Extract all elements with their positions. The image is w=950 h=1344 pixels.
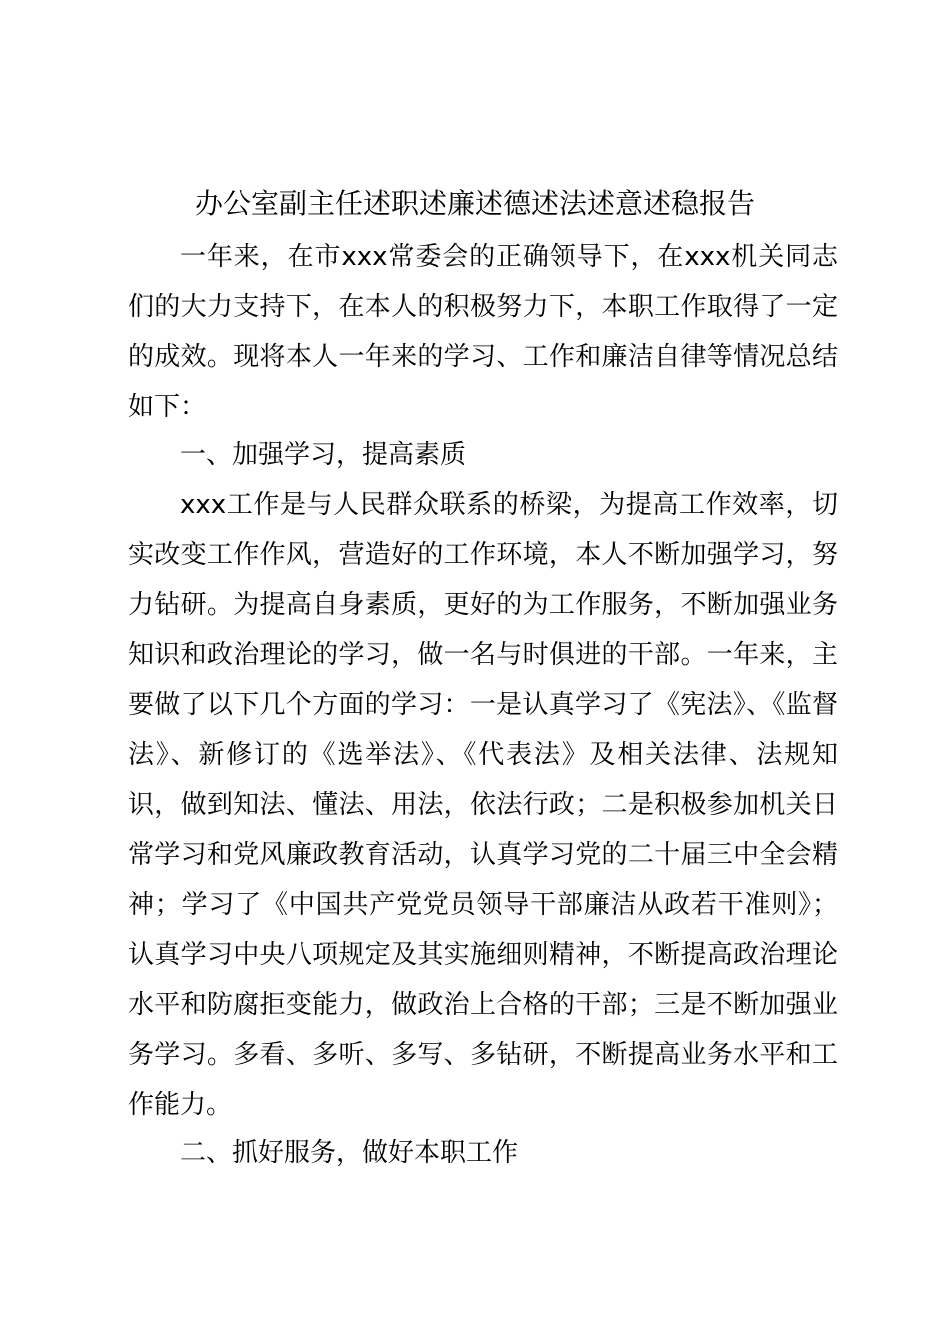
section2-heading: 二、抓好服务，做好本职工作 (180, 1138, 519, 1168)
section1-paragraph: xxx工作是与人民群众联系的桥梁，为提高工作效率，切实改变工作作风，营造好的工作环境，本人不断加强学习，努力钻研。为提高自身素质，更好的为工作服务，不断加强业务知识和政治理论的学习，做一名与时俱进的干部。一年来，主要做了以下几个方面的学习：一是认真学习了《宪法》、《监督法》、新修订的《选举法》、《代表法》及相关法律、法规知识，做到知法、懂法、用法，依法行政；二是积极参加机关日常学习和党风廉政教育活动，认真学习党的二十届三中全会精神；学习了《中国共产党党员领导干部廉洁从政若干准则》；认真学习中央八项规定及其实施细则精神，不断提高政治理论水平和防腐拒变能力，做政治上合格的干部；三是不断加强业务学习。多看、多听、多写、多钻研，不断提高业务水平和工作能力。 (128, 490, 838, 1120)
intro-paragraph-block (128, 232, 838, 432)
section1-body-block (128, 480, 838, 1130)
document-title: 办公室副主任述职述廉述德述法述意述稳报告 (194, 187, 755, 220)
section1-heading-block (128, 430, 838, 480)
section1-heading: 一、加强学习，提高素质 (180, 440, 467, 470)
section2-heading-block (128, 1128, 838, 1178)
intro-paragraph: 一年来，在市xxx常委会的正确领导下，在xxx机关同志们的大力支持下，在本人的积极努力下，本职工作取得了一定的成效。现将本人一年来的学习、工作和廉洁自律等情况总结如下： (128, 242, 838, 422)
